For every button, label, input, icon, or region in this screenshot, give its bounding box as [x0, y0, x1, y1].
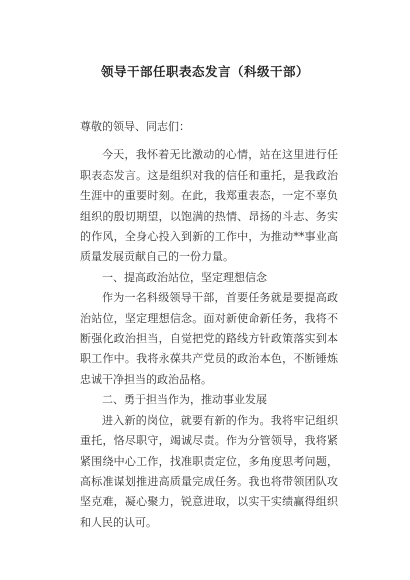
salutation: 尊敬的领导、同志们：	[80, 120, 190, 133]
paragraph-section-2: 进入新的岗位，就要有新的作为。我将牢记组织重托，恪尽职守，竭诚尽责。作为分管领导，我将紧紧围绕中心工作，找准职责定位，多角度思考问题，高标准谋划推进高质量完成任务。我也将带领团队攻坚克难，凝心聚力，锐意进取，以实干实绩赢得组织和人民的认可。	[80, 413, 338, 529]
document-title: 领导干部任职表态发言（科级干部）	[100, 64, 309, 79]
paragraph-section-1: 作为一名科级领导干部，首要任务就是要提高政治站位，坚定理想信念。面对新使命新任务，我将不断强化政治担当，自觉把党的路线方针政策落实到本职工作中。我将永葆共产党员的政治本色，不断锤炼忠诚干净担当的政治品格。	[80, 291, 338, 386]
section-heading-1: 一、提高政治站位，坚定理想信念	[102, 270, 267, 284]
section-heading-2: 二、勇于担当作为，推动事业发展	[102, 393, 267, 407]
paragraph-intro: 今天，我怀着无比激动的心情，站在这里进行任职表态发言。这是组织对我的信任和重托，是我政治生涯中的重要时刻。在此，我郑重表态，一定不辜负组织的殷切期望，以饱满的热情、昂扬的斗志、务实的作风，全身心投入到新的工作中，为推动**事业高质量发展贡献自己的一份力量。	[80, 148, 338, 264]
document-body	[80, 117, 338, 533]
